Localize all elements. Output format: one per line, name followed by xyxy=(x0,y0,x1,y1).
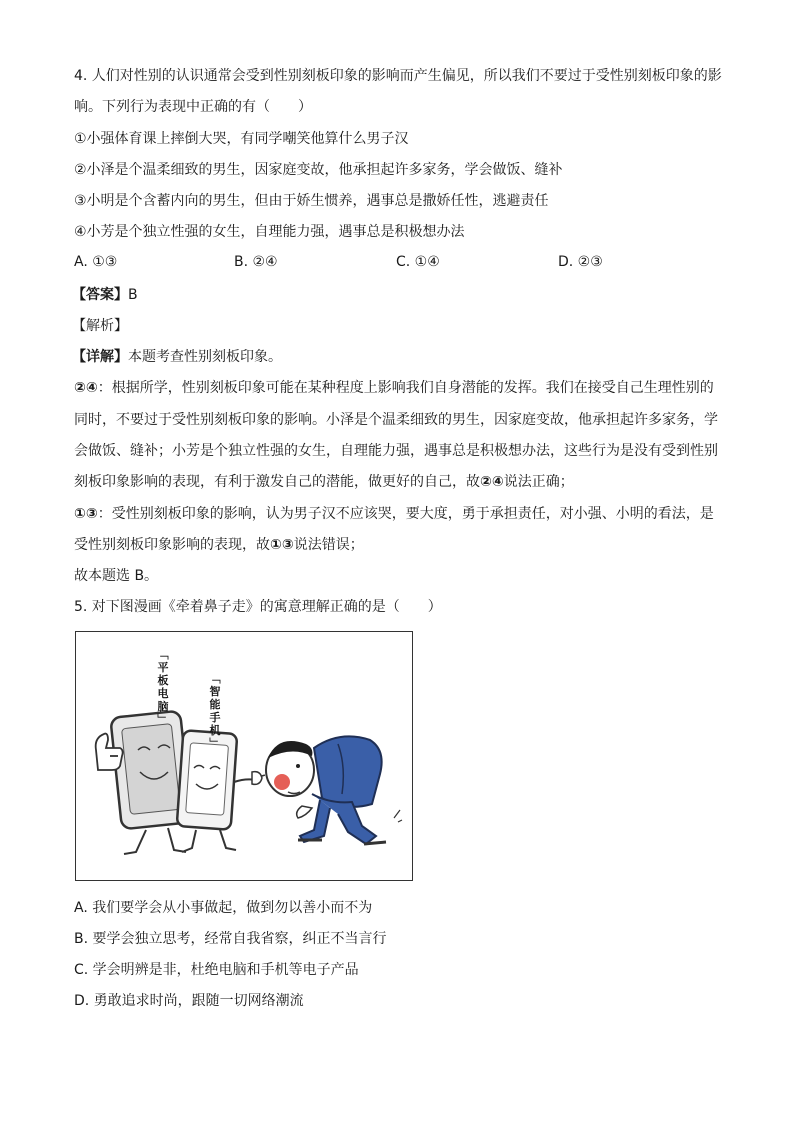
label-phone: ﹁ 智 能 手 机 ﹂ xyxy=(209,672,221,750)
explanation-1-line2: 同时，不要过于受性别刻板印象的影响。小泽是个温柔细致的男生，因家庭变故，他承担起许多家务，学 xyxy=(74,412,718,428)
conclusion: 故本题选 B。 xyxy=(74,568,159,584)
answer-line xyxy=(72,285,138,305)
answer-value: B xyxy=(128,287,138,303)
detail-label: 【详解】 xyxy=(72,349,128,365)
answer-label: 【答案】 xyxy=(72,287,128,303)
explanation-1-line1: ②④：根据所学，性别刻板印象可能在某种程度上影响我们自身潜能的发挥。我们在接受自己生理性别的 xyxy=(74,380,714,396)
tablet-figure xyxy=(96,711,192,854)
q4-option-c: C. ①④ xyxy=(396,254,440,270)
cartoon-drawing xyxy=(76,632,413,881)
q4-option-b: B. ②④ xyxy=(234,254,278,270)
q4-item-3: ③小明是个含蓄内向的男生，但由于娇生惯养，遇事总是撒娇任性，逃避责任 xyxy=(74,193,549,209)
q4-options xyxy=(74,254,734,274)
cartoon-image xyxy=(75,631,413,881)
q4-item-2: ②小泽是个温柔细致的男生，因家庭变故，他承担起许多家务，学会做饭、缝补 xyxy=(74,162,563,178)
q5-option-c: C. 学会明辨是非，杜绝电脑和手机等电子产品 xyxy=(74,962,359,978)
detail-line xyxy=(72,347,282,367)
explanation-2-line2: 受性别刻板印象影响的表现，故①③说法错误； xyxy=(74,537,364,553)
q4-option-d: D. ②③ xyxy=(558,254,603,270)
q5-stem: 5. 对下图漫画《牵着鼻子走》的寓意理解正确的是（ ） xyxy=(74,599,442,615)
q5-option-b: B. 要学会独立思考，经常自我省察，纠正不当言行 xyxy=(74,931,387,947)
analysis-label: 【解析】 xyxy=(72,318,128,334)
q4-item-4: ④小芳是个独立性强的女生，自理能力强，遇事总是积极想办法 xyxy=(74,224,465,240)
q4-item-1: ①小强体育课上摔倒大哭，有同学嘲笑他算什么男子汉 xyxy=(74,131,409,147)
detail-text: 本题考查性别刻板印象。 xyxy=(128,349,282,365)
q5-option-d: D. 勇敢追求时尚，跟随一切网络潮流 xyxy=(74,993,304,1009)
q4-stem-line1: 4. 人们对性别的认识通常会受到性别刻板印象的影响而产生偏见，所以我们不要过于受性别刻板印象的影 xyxy=(74,68,722,84)
q4-stem-line2: 响。下列行为表现中正确的有（ ） xyxy=(74,99,312,115)
boy-figure xyxy=(266,736,402,844)
explanation-1-line4: 刻板印象影响的表现，有利于激发自己的潜能，做更好的自己，故②④说法正确； xyxy=(74,474,574,490)
q4-option-a: A. ①③ xyxy=(74,254,118,270)
label-tablet: ﹁ 平 板 电 脑 ﹂ xyxy=(157,648,169,726)
explanation-1-line3: 会做饭、缝补；小芳是个独立性强的女生，自理能力强，遇事总是积极想办法，这些行为是没有受到性别 xyxy=(74,443,718,459)
explanation-2-line1: ①③：受性别刻板印象的影响，认为男子汉不应该哭，要大度，勇于承担责任，对小强、小明的看法，是 xyxy=(74,506,714,522)
q5-option-a: A. 我们要学会从小事做起，做到勿以善小而不为 xyxy=(74,900,373,916)
explanation-2-marker: ①③ xyxy=(74,506,98,522)
explanation-1-marker: ②④ xyxy=(74,380,98,396)
